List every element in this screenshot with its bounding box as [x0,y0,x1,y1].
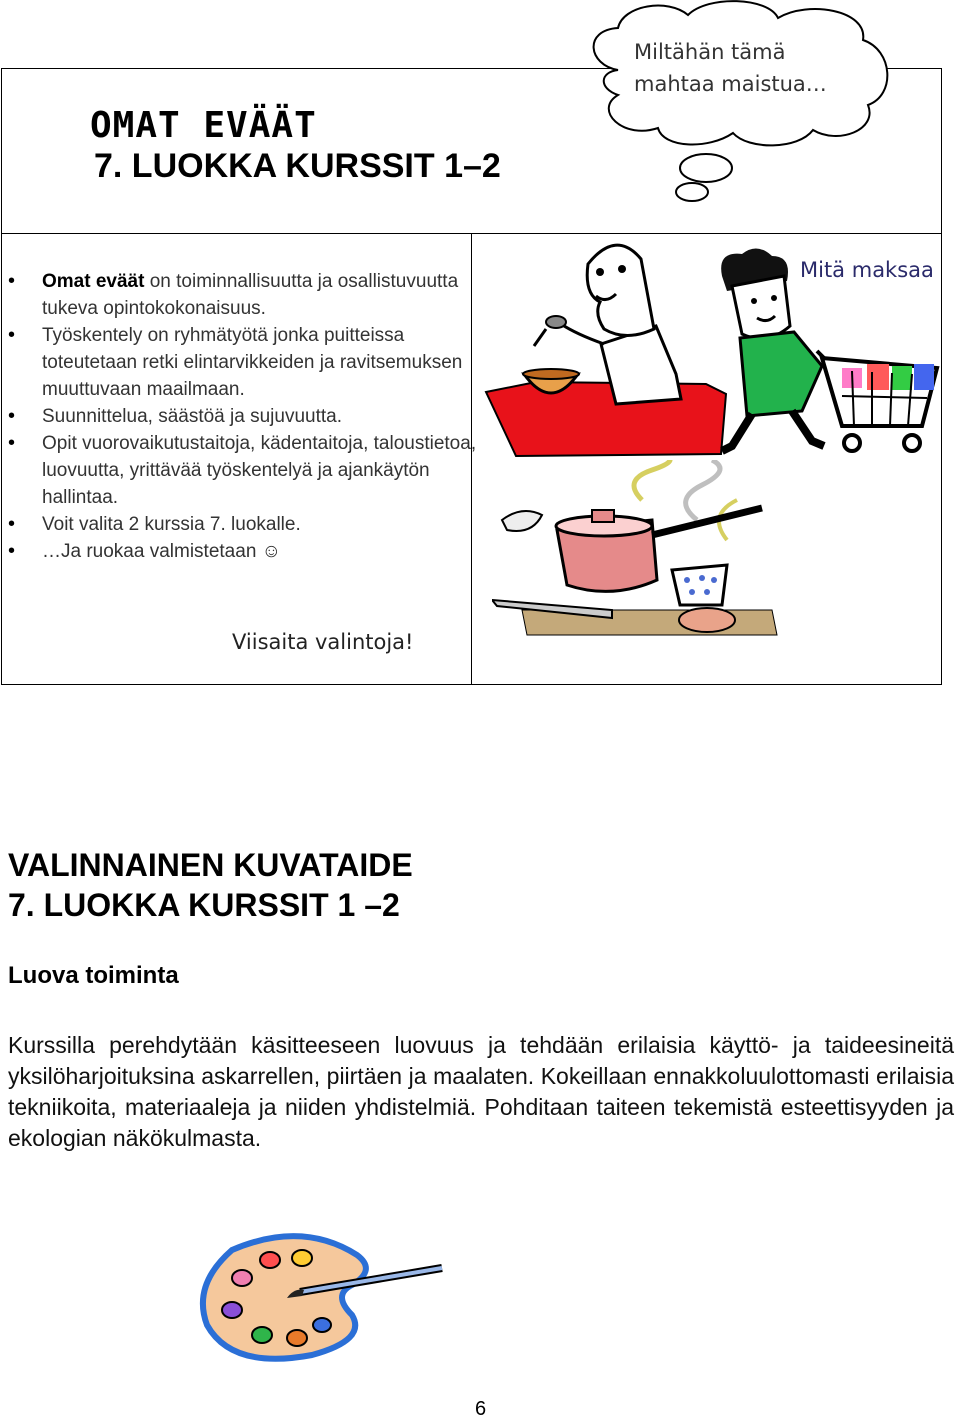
course1-title: OMAT EVÄÄT [90,105,317,146]
course2-section-heading: Luova toiminta [8,962,179,989]
list-item: • Omat eväät on toiminnallisuutta ja osallistuvuutta tukeva opintokokonaisuus. [42,268,482,322]
course1-subtitle: 7. LUOKKA KURSSIT 1–2 [94,147,501,185]
thought-cloud-icon [578,0,898,205]
course2-title: VALINNAINEN KUVATAIDE [8,847,413,883]
list-item: • Suunnittelua, säästöä ja sujuvuutta. [42,403,482,430]
course2-subtitle: 7. LUOKKA KURSSIT 1 –2 [8,887,400,923]
list-item: • Opit vuorovaikutustaitoja, kädentaitoja, taloustietoa, luovuutta, yrittävää työskentelyä ja ajankäytön hallintaa. [42,430,482,511]
list-item: • Voit valita 2 kurssia 7. luokalle. [42,511,482,538]
shopper-caption: Mitä maksaa [800,258,934,282]
list-item: • …Ja ruokaa valmistetaan ☺ [42,538,482,565]
cooking-pot-icon [492,460,782,640]
course2-description: Kurssilla perehdytään käsitteeseen luovuus ja tehdään erilaisia käyttö- ja taideesineitä yksilöharjoituksina askarrellen, piirtäen ja maalaten. Kokeillaan ennakkoluulottomasti erilaisia tekniikoita, materiaaleja ja niiden yhdistelmiä. Pohditaan taiteen tekemistä esteettisyyden ja ekologian näkökulmasta. [8,1032,954,1151]
chef-icon [476,234,736,464]
thought-bubble-text: Miltähän tämä mahtaa maistua… [634,40,827,96]
list-item: • Työskentely on ryhmätyötä jonka puitteissa toteutetaan retki elintarvikkeiden ja ravitsemuksen muuttuvaan maailmaan. [42,322,482,403]
paint-palette-icon [192,1230,452,1370]
page-number: 6 [475,1398,487,1420]
slogan-text: Viisaita valintoja! [232,630,414,654]
course1-bullet-list [0,268,482,565]
